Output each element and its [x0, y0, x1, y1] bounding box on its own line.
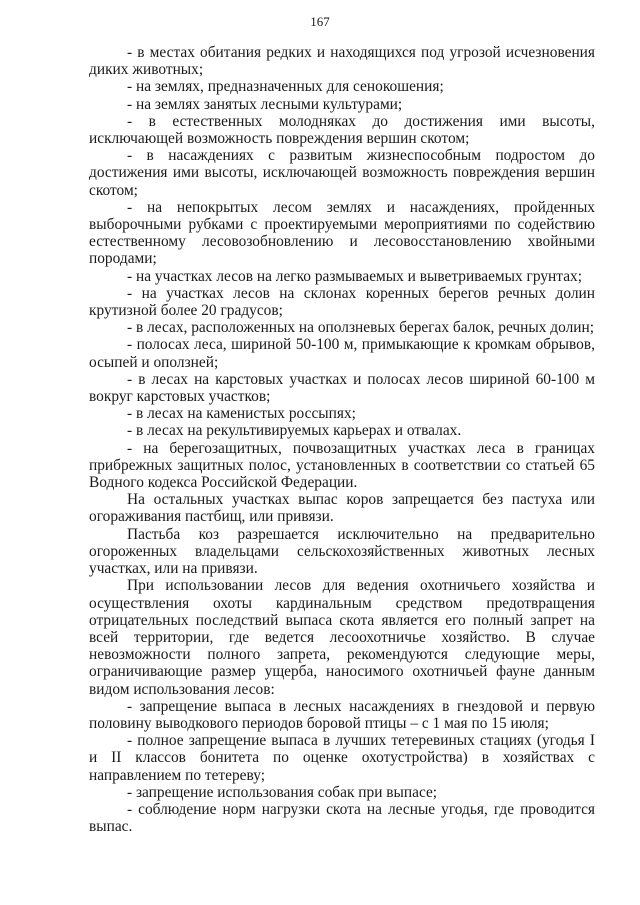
list-item-landslide-banks: - в лесах, расположенных на оползневых берегах балок, речных долин; [127, 319, 595, 337]
paragraph-goat-grazing: Пастьба коз разрешается исключительно на предварительно огороженных владельцами сельскохозяйственных животных лесных участках, или на привязи. [89, 525, 595, 578]
list-item-nesting-period-ban: - запрещение выпаса в лесных насаждениях в гнездовой и первую половину выводкового периодов боровой птицы – с 1 мая по 15 июля; [89, 697, 595, 732]
list-item-shore-protection-areas: - на берегозащитных, почвозащитных участках леса в границах прибрежных защитных полос, установленных в соответствии со статьей 65 Водного кодекса Российской Федерации. [89, 439, 595, 492]
list-item-livestock-load-norms: - соблюдение норм нагрузки скота на лесные угодья, где проводится выпас. [89, 800, 595, 836]
paragraph-cow-grazing: На остальных участках выпас коров запрещается без пастуха или огораживания пастбищ, или привязи. [89, 491, 595, 526]
list-item-karst-areas: - в лесах на карстовых участках и полосах лесов шириной 60-100 м вокруг карстовых участков; [89, 370, 595, 406]
body-text [89, 44, 595, 835]
list-item-haymaking-lands: - на землях, предназначенных для сенокошения; [127, 78, 444, 96]
list-item-stands-with-undergrowth: - в насаждениях с развитым жизнеспособным подростом до достижения ими высоты, исключающей возможность повреждения вершин скотом; [89, 147, 595, 199]
list-item-stony-screes: - в лесах на каменистых россыпях; [127, 405, 356, 423]
paragraph-hunting-measures: При использовании лесов для ведения охотничьего хозяйства и осуществления охоты кардинальным средством предотвращения отрицательных последствий выпаса скота является его полный запрет на всей территории, где ведется лесоохотничье хозяйство. В случае невозможности полного запрета, рекомендуются следующие меры, ограничивающие размер ущерба, наносимого охотничьей фауне данным видом использования лесов: [89, 577, 595, 698]
list-item-cliff-edge-strips: - полосах леса, шириной 50-100 м, примыкающие к кромкам обрывов, осыпей и оползней; [89, 336, 595, 371]
list-item-forest-plantations: - на землях занятых лесными культурами; [127, 95, 403, 113]
list-item-steep-slopes: - на участках лесов на склонах коренных берегов речных долин крутизной более 20 градусов; [89, 284, 595, 320]
list-item-grouse-habitats-ban: - полное запрещение выпаса в лучших тетеревиных стациях (угодья I и II классов бонитета по оценке охотустройства) в хозяйствах с направлением по тетереву; [89, 732, 595, 784]
list-item-reclaimed-quarries: - в лесах на рекультивируемых карьерах и отвалах. [127, 422, 462, 440]
list-item-dogs-ban: - запрещение использования собак при выпасе; [127, 783, 438, 801]
list-item-natural-young-stands: - в естественных молодняках до достижения ими высоты, исключающей возможность повреждения вершин скотом; [89, 112, 595, 148]
list-item-erodible-soils: - на участках лесов на легко размываемых и выветриваемых грунтах; [127, 267, 583, 285]
page-number: 167 [310, 14, 330, 29]
list-item-selective-felling-areas: - на непокрытых лесом землях и насаждениях, пройденных выборочными рубками с проектируемыми мероприятиями по содействию естественному лесовозобновлению и лесовосстановлению хвойными породами; [89, 198, 595, 268]
list-item-rare-animals-habitats: - в местах обитания редких и находящихся под угрозой исчезновения диких животных; [89, 44, 595, 79]
